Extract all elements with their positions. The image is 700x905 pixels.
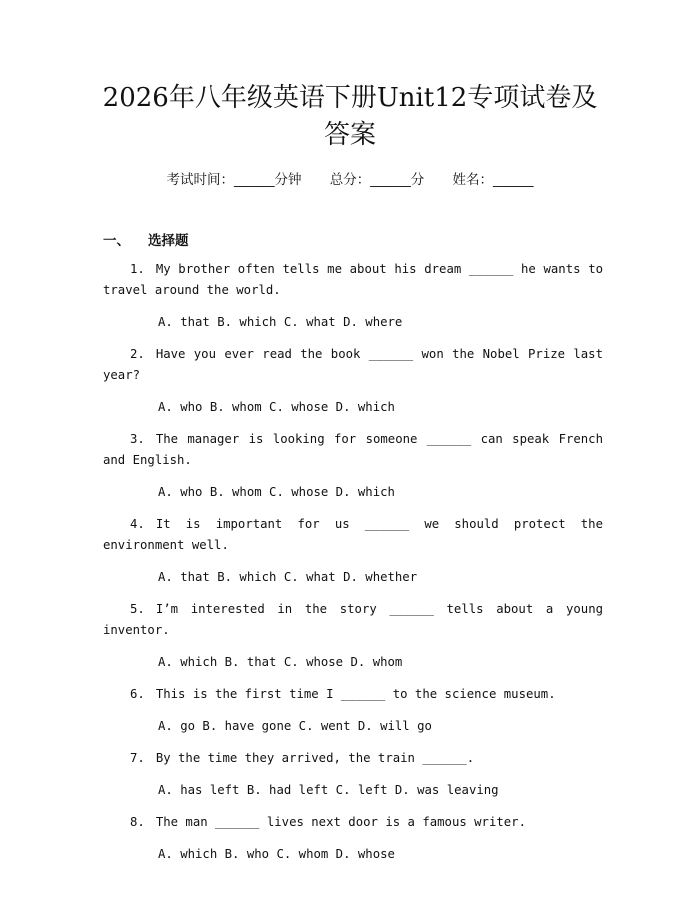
question-stem xyxy=(103,259,603,301)
student-name-field: 姓名：______ xyxy=(452,172,534,188)
question-item xyxy=(103,599,603,673)
document-title: 2026年八年级英语下册Unit12专项试卷及答案 xyxy=(102,83,598,150)
question-stem xyxy=(103,684,603,705)
question-stem xyxy=(103,514,603,556)
question-number: 5. xyxy=(130,602,145,616)
question-text: Have you ever read the book ______ won the Nobel Prize last year? xyxy=(103,347,603,382)
question-stem xyxy=(103,429,603,471)
section-number: 一、 xyxy=(103,233,130,249)
section-title: 选择题 xyxy=(148,233,189,249)
question-stem xyxy=(103,344,603,386)
question-item xyxy=(103,812,603,865)
question-options: A. which B. who C. whom D. whose xyxy=(158,847,395,861)
question-item xyxy=(103,429,603,503)
question-number: 4. xyxy=(130,517,145,531)
question-number: 3. xyxy=(130,432,145,446)
question-options: A. go B. have gone C. went D. will go xyxy=(158,719,432,733)
question-item xyxy=(103,344,603,418)
question-number: 7. xyxy=(130,751,145,765)
question-options: A. has left B. had left C. left D. was leaving xyxy=(158,783,499,797)
question-text: My brother often tells me about his dream ______ he wants to travel around the world. xyxy=(103,262,603,297)
exam-info xyxy=(0,168,700,188)
question-options: A. which B. that C. whose D. whom xyxy=(158,655,403,669)
question-options: A. who B. whom C. whose D. which xyxy=(158,400,395,414)
question-text: The manager is looking for someone ______ can speak French and English. xyxy=(103,432,603,467)
question-options: A. that B. which C. what D. whether xyxy=(158,570,418,584)
question-options: A. who B. whom C. whose D. which xyxy=(158,485,395,499)
question-number: 8. xyxy=(130,815,145,829)
question-text: By the time they arrived, the train ______. xyxy=(155,751,475,765)
exam-time-field: 考试时间：______分钟 xyxy=(166,172,302,188)
section-heading xyxy=(103,229,189,249)
question-item xyxy=(103,259,603,333)
question-list xyxy=(103,259,603,876)
question-stem xyxy=(103,812,603,833)
question-number: 2. xyxy=(130,347,145,361)
question-item xyxy=(103,748,603,801)
question-text: It is important for us ______ we should protect the environment well. xyxy=(103,517,603,552)
question-text: I’m interested in the story ______ tells about a young inventor. xyxy=(103,602,603,637)
question-text: The man ______ lives next door is a famous writer. xyxy=(155,815,526,829)
question-stem xyxy=(103,599,603,641)
question-item xyxy=(103,514,603,588)
question-number: 1. xyxy=(130,262,145,276)
total-score-field: 总分：______分 xyxy=(329,172,425,188)
question-text: This is the first time I ______ to the science museum. xyxy=(155,687,556,701)
question-number: 6. xyxy=(130,687,145,701)
question-item xyxy=(103,684,603,737)
question-options: A. that B. which C. what D. where xyxy=(158,315,403,329)
question-stem xyxy=(103,748,603,769)
